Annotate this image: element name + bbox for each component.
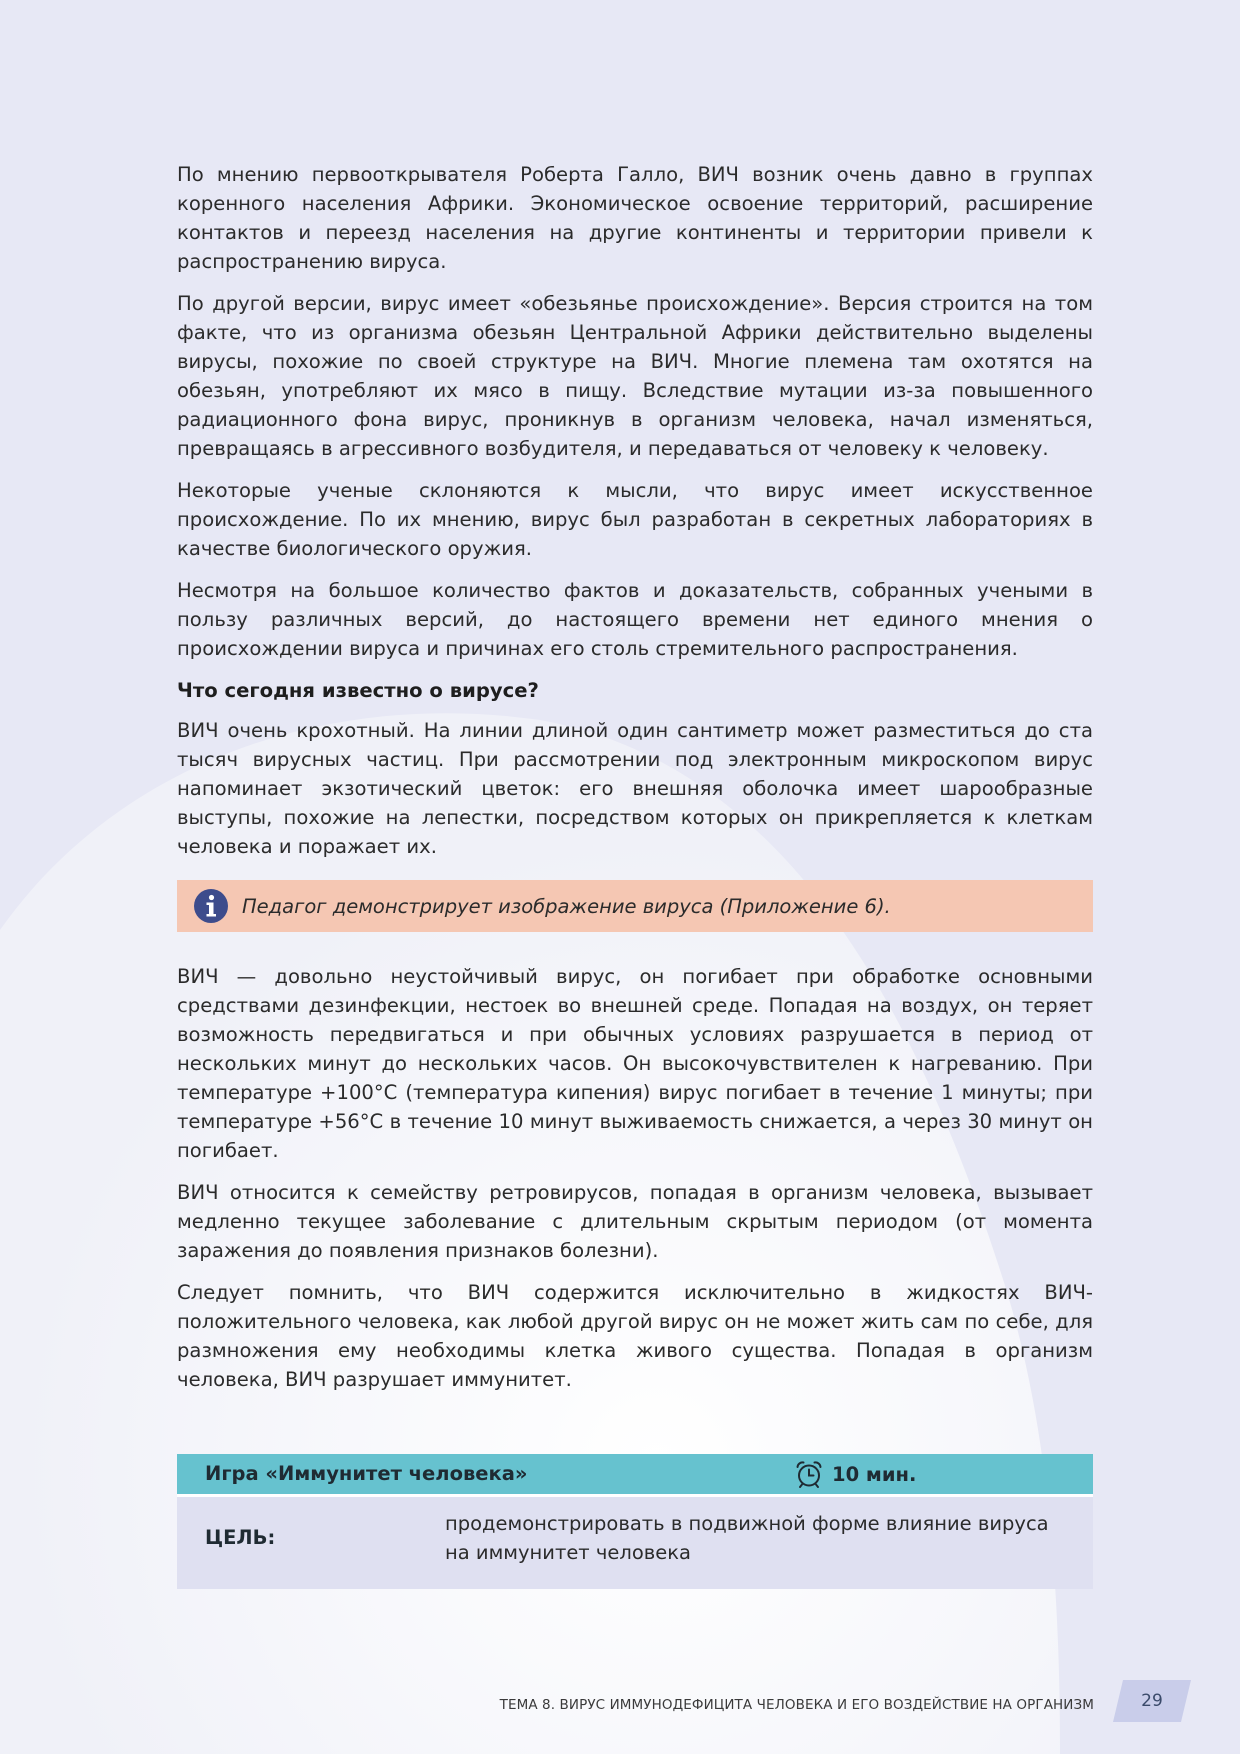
game-title: Игра «Иммунитет человека»: [205, 1462, 528, 1485]
footer-chapter: ТЕМА 8. ВИРУС ИММУНОДЕФИЦИТА ЧЕЛОВЕКА И ЕГО ВОЗДЕЙСТВИЕ НА ОРГАНИЗМ: [499, 1697, 1094, 1713]
paragraph: По другой версии, вирус имеет «обезьянье происхождение». Версия строится на том факте, что из организма обезьян Центральной Африки действительно выделены вирусы, похожие по своей структуре на ВИЧ. Многие племена там охотятся на обезьян, употребляют их мясо в пищу. Вследствие мутации из-за повышенного радиационного фона вирус, проникнув в организм человека, начал изменяться, превращаясь в агрессивного возбудителя, и передаваться от человеку к человеку.: [177, 292, 1093, 460]
alarm-clock-icon: [794, 1459, 824, 1489]
goal-text-line: продемонстрировать в подвижной форме влияние вируса: [445, 1512, 1049, 1535]
paragraph: Несмотря на большое количество фактов и доказательств, собранных учеными в пользу различных версий, до настоящего времени нет единого мнения о происхождении вируса и причинах его столь стремительного распространения.: [177, 579, 1093, 660]
game-goal: [177, 1497, 1093, 1589]
game-card: [177, 1454, 1093, 1589]
paragraph: По мнению первооткрывателя Роберта Галло, ВИЧ возник очень давно в группах коренного населения Африки. Экономическое освоение территорий, расширение контактов и переезд населения на другие континенты и территории привели к распространению вируса.: [177, 163, 1093, 273]
game-header: [177, 1454, 1093, 1494]
paragraph: Некоторые ученые склоняются к мысли, что вирус имеет искусственное происхождение. По их мнению, вирус был разработан в секретных лабораториях в качестве биологического оружия.: [177, 479, 1093, 560]
section-heading: Что сегодня известно о вирусе?: [177, 679, 539, 702]
page-number: 29: [1141, 1691, 1163, 1711]
paragraph: ВИЧ очень крохотный. На линии длиной один сантиметр может разместиться до ста тысяч вирусных частиц. При рассмотрении под электронным микроскопом вирус напоминает экзотический цветок: его внешняя оболочка имеет шарообразные выступы, похожие на лепестки, посредством которых он прикрепляется к клеткам человека и поражает их.: [177, 719, 1093, 858]
paragraph: ВИЧ — довольно неустойчивый вирус, он погибает при обработке основными средствами дезинфекции, нестоек во внешней среде. Попадая на воздух, он теряет возможность передвигаться и при обычных условиях разрушается в период от нескольких минут до нескольких часов. Он высокочувствителен к нагреванию. При температуре +100°С (температура кипения) вирус погибает в течение 1 минуты; при температуре +56°С в течение 10 минут выживаемость снижается, а через 30 минут он погибает.: [177, 965, 1093, 1162]
game-duration: [794, 1454, 916, 1494]
goal-label: ЦЕЛЬ:: [205, 1526, 276, 1549]
goal-text-line: на иммунитет человека: [445, 1541, 691, 1564]
paragraph: ВИЧ относится к семейству ретровирусов, попадая в организм человека, вызывает медленно текущее заболевание с длительным скрытым периодом (от момента заражения до появления признаков болезни).: [177, 1181, 1093, 1262]
info-icon: [193, 888, 229, 924]
duration-text: 10 мин.: [832, 1462, 917, 1486]
teacher-note: [177, 880, 1093, 932]
paragraph: Следует помнить, что ВИЧ содержится исключительно в жидкостях ВИЧ-положительного человека, как любой другой вирус он не может жить сам по себе, для размножения ему необходимы клетка живого существа. Попадая в организм человека, ВИЧ разрушает иммунитет.: [177, 1281, 1093, 1391]
note-text: Педагог демонстрирует изображение вируса (Приложение 6).: [242, 894, 891, 918]
goal-text: [445, 1509, 1065, 1567]
main-text: [177, 160, 1093, 1407]
